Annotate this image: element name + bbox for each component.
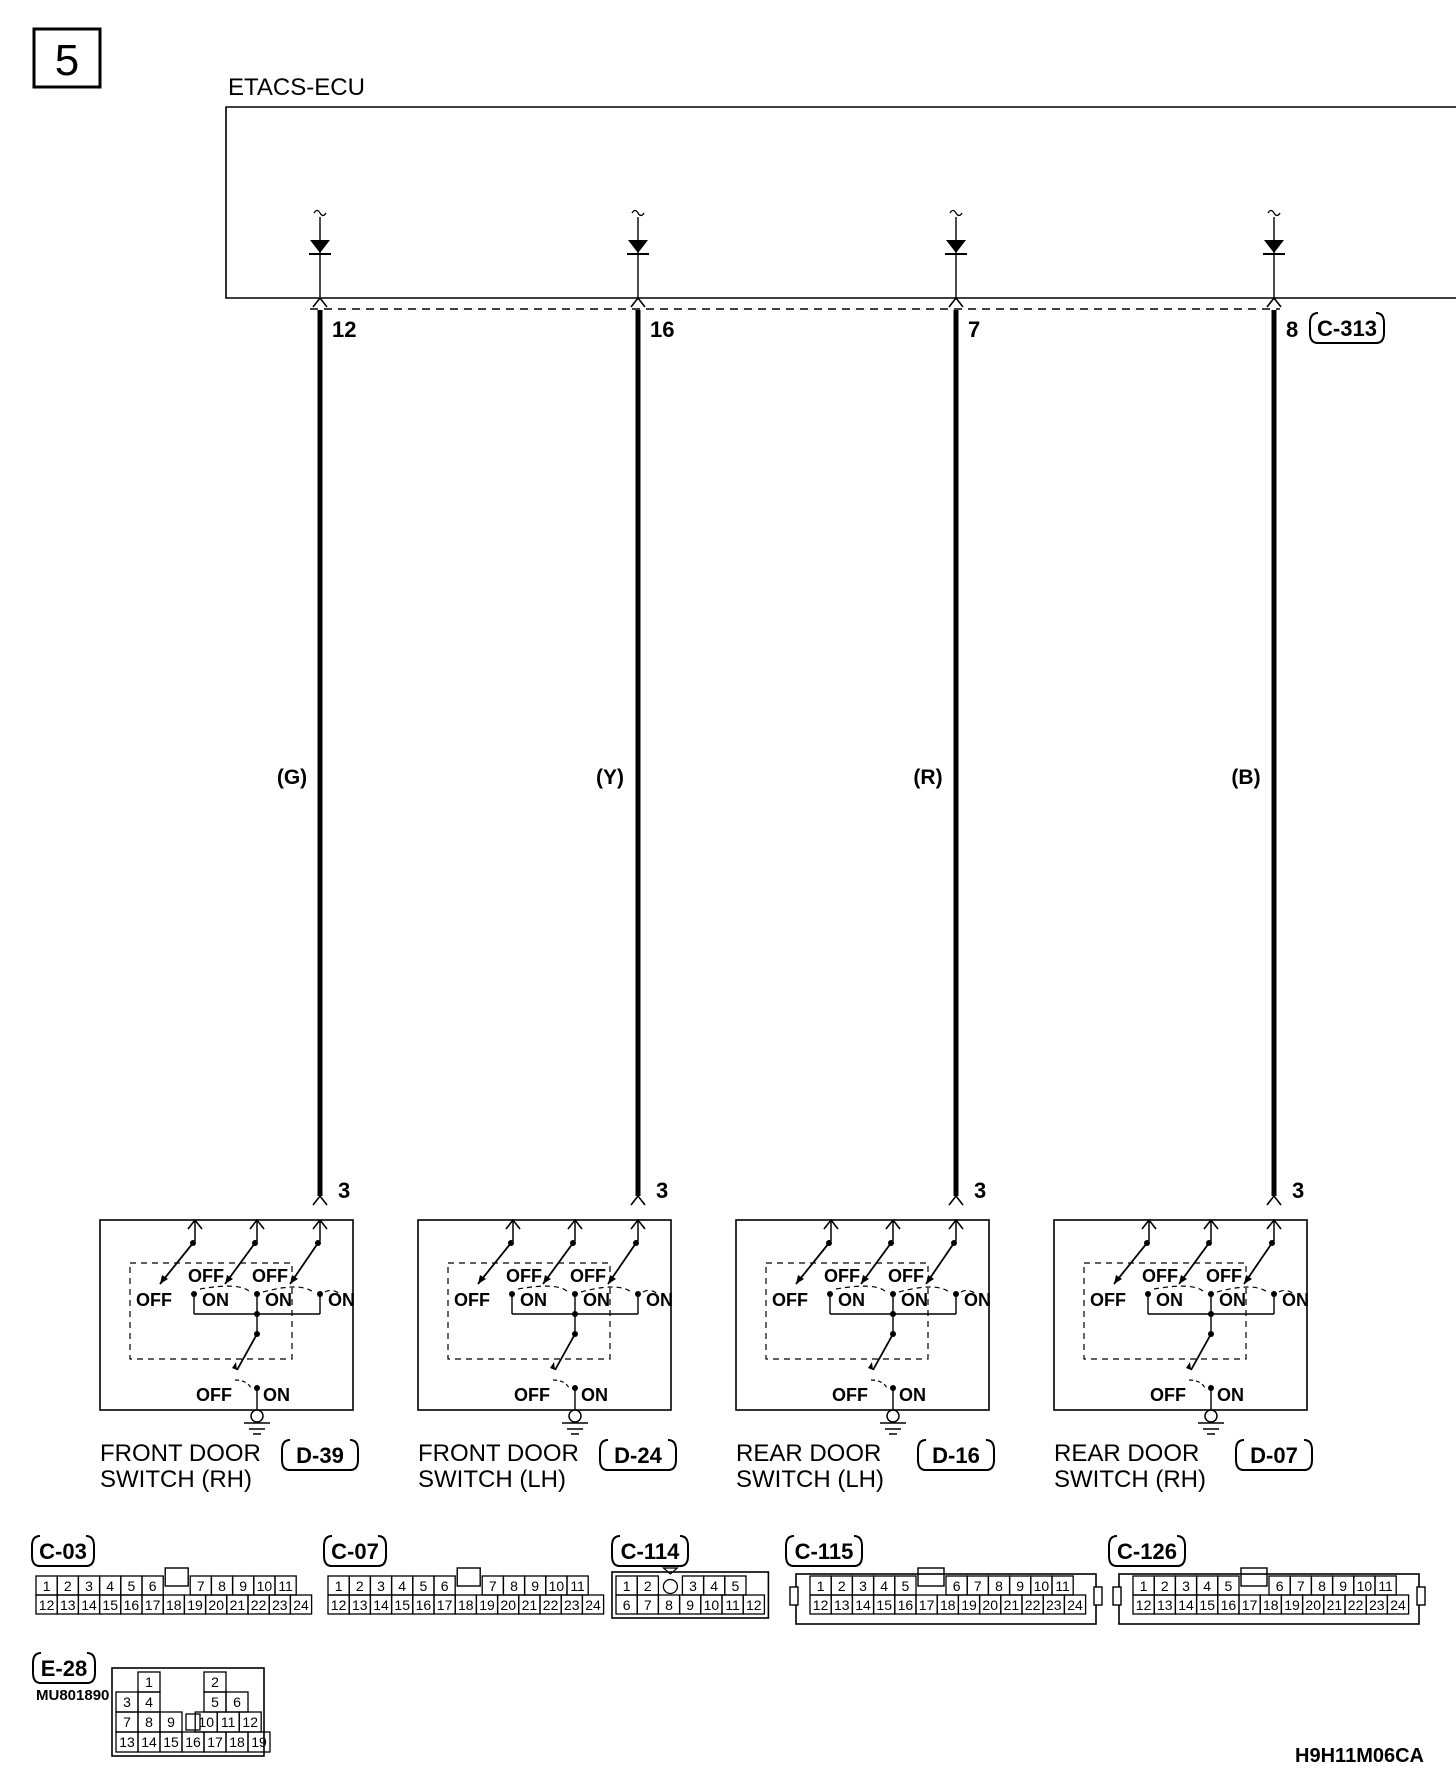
pin-number: 10 bbox=[703, 1597, 720, 1613]
off-label: OFF bbox=[832, 1385, 868, 1405]
switch-connector-label bbox=[918, 1440, 994, 1470]
on-label: ON bbox=[581, 1385, 608, 1405]
on-label: ON bbox=[265, 1290, 292, 1310]
connector-id: D-07 bbox=[1250, 1443, 1298, 1468]
pin-number: 12 bbox=[242, 1714, 258, 1730]
off-label: OFF bbox=[1142, 1266, 1178, 1286]
pin-number: 8 bbox=[145, 1714, 153, 1730]
pin-number: 4 bbox=[710, 1578, 719, 1594]
switch-name-line1: REAR DOOR bbox=[1054, 1440, 1200, 1467]
pin-number: 12 bbox=[330, 1597, 347, 1613]
on-label: ON bbox=[328, 1290, 355, 1310]
contact-tip bbox=[1179, 1275, 1187, 1284]
pin-number: 4 bbox=[398, 1578, 407, 1594]
connector-face-label bbox=[33, 1653, 95, 1683]
on-label: ON bbox=[583, 1290, 610, 1310]
wire-circuit bbox=[1231, 211, 1304, 1206]
pin-number: 17 bbox=[436, 1597, 453, 1613]
key-icon bbox=[918, 1568, 944, 1586]
pin-number: 3 bbox=[377, 1578, 385, 1594]
ground-icon bbox=[569, 1410, 581, 1422]
switch-pin-number: 3 bbox=[1292, 1178, 1305, 1203]
pin-number: 6 bbox=[622, 1597, 631, 1613]
switch-pin-number: 3 bbox=[974, 1178, 987, 1203]
figure-code: H9H11M06CA bbox=[1295, 1745, 1424, 1767]
pin-number: 12 bbox=[812, 1597, 829, 1613]
pin-number: 13 bbox=[352, 1597, 368, 1613]
pin-number: 2 bbox=[1160, 1578, 1169, 1594]
pin-number: 23 bbox=[272, 1597, 288, 1613]
pin-number: 5 bbox=[901, 1578, 910, 1594]
contact-tip bbox=[861, 1275, 869, 1284]
pin-number: 5 bbox=[211, 1694, 219, 1710]
pin-number: 19 bbox=[479, 1597, 495, 1613]
connector-face bbox=[612, 1536, 768, 1618]
contact-tip bbox=[290, 1275, 298, 1284]
pin-number: 9 bbox=[531, 1578, 540, 1594]
pin-number: 13 bbox=[834, 1597, 850, 1613]
pin-number: 13 bbox=[60, 1597, 76, 1613]
pin-number: 22 bbox=[542, 1597, 559, 1613]
on-label: ON bbox=[1217, 1385, 1244, 1405]
key-icon bbox=[457, 1568, 480, 1586]
pin-number: 7 bbox=[123, 1714, 131, 1730]
pin-number: 22 bbox=[250, 1597, 267, 1613]
pin-number: 8 bbox=[995, 1578, 1003, 1594]
contact-tip bbox=[543, 1275, 551, 1284]
pin-number: 2 bbox=[643, 1578, 652, 1594]
pin-number: 14 bbox=[81, 1597, 97, 1613]
on-label: ON bbox=[202, 1290, 229, 1310]
connector-id: C-07 bbox=[331, 1539, 379, 1564]
pin-number: 6 bbox=[148, 1578, 157, 1594]
switch-pin-number: 3 bbox=[338, 1178, 351, 1203]
on-label: ON bbox=[899, 1385, 926, 1405]
pin-number: 21 bbox=[521, 1597, 538, 1613]
junction-dot bbox=[254, 1311, 260, 1317]
off-label: OFF bbox=[570, 1266, 606, 1286]
diode-icon bbox=[628, 240, 648, 253]
pin-number: 15 bbox=[394, 1597, 410, 1613]
pin-number: 8 bbox=[218, 1578, 226, 1594]
pin-number: 3 bbox=[1182, 1578, 1190, 1594]
terminal-arrow-icon bbox=[313, 298, 327, 307]
contact-tip bbox=[1186, 1362, 1191, 1370]
pin-number: 7 bbox=[1296, 1578, 1305, 1594]
off-label: OFF bbox=[824, 1266, 860, 1286]
connector-face bbox=[786, 1536, 1102, 1624]
off-label: OFF bbox=[188, 1266, 224, 1286]
pin-number: 15 bbox=[1199, 1597, 1215, 1613]
pin-number: 19 bbox=[1284, 1597, 1300, 1613]
pin-number: 1 bbox=[145, 1674, 153, 1690]
pin-number: 19 bbox=[961, 1597, 977, 1613]
pin-number: 17 bbox=[207, 1734, 223, 1750]
connector-id: C-115 bbox=[794, 1539, 854, 1564]
pin-number: 9 bbox=[1016, 1578, 1025, 1594]
key-icon bbox=[1241, 1568, 1267, 1586]
door-switch bbox=[736, 1220, 994, 1493]
pin-number: 5 bbox=[127, 1578, 136, 1594]
pin-number: 1 bbox=[1139, 1578, 1148, 1594]
connector-face bbox=[32, 1536, 312, 1614]
connector-id: D-39 bbox=[296, 1443, 344, 1468]
switches-layer bbox=[100, 1220, 1312, 1493]
switch-connector-label bbox=[600, 1440, 676, 1470]
pin-number: 1 bbox=[622, 1578, 631, 1594]
ecu-pin-number: 12 bbox=[332, 317, 357, 342]
pin-number: 4 bbox=[106, 1578, 115, 1594]
switch-name-line1: REAR DOOR bbox=[736, 1440, 882, 1467]
key-icon bbox=[165, 1568, 188, 1586]
pin-number: 14 bbox=[855, 1597, 871, 1613]
pin-number: 24 bbox=[1390, 1597, 1406, 1613]
door-switch bbox=[418, 1220, 676, 1493]
off-label: OFF bbox=[1090, 1290, 1126, 1310]
connector-face-e28 bbox=[33, 1653, 270, 1756]
tilde-mark bbox=[1268, 211, 1280, 216]
contact-tip bbox=[225, 1275, 233, 1284]
pin-number: 9 bbox=[686, 1597, 695, 1613]
pin-number: 11 bbox=[278, 1578, 293, 1594]
diode-icon bbox=[310, 240, 330, 253]
pin-number: 10 bbox=[198, 1714, 214, 1730]
pin-number: 10 bbox=[548, 1578, 565, 1594]
pin-number: 19 bbox=[251, 1734, 267, 1750]
pin-number: 9 bbox=[167, 1714, 175, 1730]
connector-id: C-126 bbox=[1117, 1539, 1177, 1564]
pin-number: 17 bbox=[144, 1597, 161, 1613]
pin-number: 15 bbox=[163, 1734, 179, 1750]
pin-number: 10 bbox=[256, 1578, 273, 1594]
pin-number: 3 bbox=[689, 1578, 697, 1594]
diode-icon bbox=[1264, 240, 1284, 253]
pin-number: 11 bbox=[220, 1714, 236, 1730]
wire-circuit bbox=[277, 211, 357, 1206]
connector-id: C-03 bbox=[39, 1539, 87, 1564]
pin-number: 5 bbox=[1224, 1578, 1233, 1594]
ecu-label: ETACS-ECU bbox=[228, 74, 365, 101]
on-label: ON bbox=[263, 1385, 290, 1405]
on-label: ON bbox=[520, 1290, 547, 1310]
ecu-connector-label bbox=[1310, 313, 1384, 343]
pin-number: 18 bbox=[458, 1597, 474, 1613]
wires-layer bbox=[277, 211, 1384, 1206]
connector-face-label bbox=[324, 1536, 386, 1566]
terminal-arrow-icon bbox=[1267, 1196, 1281, 1205]
connector-id: C-313 bbox=[1317, 316, 1377, 341]
pin-number: 14 bbox=[1178, 1597, 1194, 1613]
pin-number: 9 bbox=[1339, 1578, 1348, 1594]
contact-tip bbox=[232, 1362, 237, 1370]
part-number: MU801890 bbox=[36, 1687, 110, 1704]
pin-number: 21 bbox=[1003, 1597, 1020, 1613]
pin-number: 24 bbox=[1067, 1597, 1083, 1613]
pin-number: 12 bbox=[38, 1597, 55, 1613]
pin-number: 10 bbox=[1033, 1578, 1050, 1594]
off-label: OFF bbox=[514, 1385, 550, 1405]
pin-number: 20 bbox=[208, 1597, 224, 1613]
pin-number: 4 bbox=[880, 1578, 889, 1594]
connector-id: E-28 bbox=[40, 1656, 88, 1681]
pin-number: 18 bbox=[940, 1597, 956, 1613]
pin-number: 7 bbox=[643, 1597, 652, 1613]
ground-icon bbox=[251, 1410, 263, 1422]
terminal-arrow-icon bbox=[1267, 298, 1281, 307]
connectors-layer bbox=[32, 1536, 1425, 1756]
wire-circuit bbox=[913, 211, 986, 1206]
pin-number: 3 bbox=[123, 1694, 131, 1710]
pin-number: 15 bbox=[876, 1597, 892, 1613]
connector-face-label bbox=[612, 1536, 688, 1566]
pin-number: 2 bbox=[211, 1674, 219, 1690]
pin-number: 6 bbox=[440, 1578, 449, 1594]
pin-number: 11 bbox=[570, 1578, 585, 1594]
pin-number: 9 bbox=[239, 1578, 248, 1594]
off-label: OFF bbox=[888, 1266, 924, 1286]
pin-number: 22 bbox=[1024, 1597, 1041, 1613]
on-label: ON bbox=[1282, 1290, 1309, 1310]
connector-face-label bbox=[1109, 1536, 1185, 1566]
pin-number: 4 bbox=[145, 1694, 153, 1710]
pin-number: 3 bbox=[85, 1578, 93, 1594]
connector-face-label bbox=[786, 1536, 862, 1566]
junction-dot bbox=[1208, 1311, 1214, 1317]
pin-number: 7 bbox=[196, 1578, 205, 1594]
off-label: OFF bbox=[136, 1290, 172, 1310]
pin-number: 16 bbox=[1220, 1597, 1237, 1613]
pin-number: 7 bbox=[973, 1578, 982, 1594]
wire-color-code: (R) bbox=[913, 766, 943, 789]
terminal-arrow-icon bbox=[949, 298, 963, 307]
wire-color-code: (Y) bbox=[596, 766, 624, 789]
ground-icon bbox=[1205, 1410, 1217, 1422]
pin-number: 13 bbox=[1157, 1597, 1173, 1613]
pin-number: 1 bbox=[816, 1578, 825, 1594]
wire-color-code: (G) bbox=[276, 766, 308, 789]
pin-number: 18 bbox=[166, 1597, 182, 1613]
switch-pin-number: 3 bbox=[656, 1178, 669, 1203]
pin-number: 1 bbox=[334, 1578, 343, 1594]
contact-tip bbox=[550, 1362, 555, 1370]
connector-id: D-16 bbox=[932, 1443, 980, 1468]
on-label: ON bbox=[1156, 1290, 1183, 1310]
pin-number: 18 bbox=[1263, 1597, 1279, 1613]
pin-number: 12 bbox=[746, 1597, 762, 1613]
connector-face-label bbox=[32, 1536, 94, 1566]
switch-name-line2: SWITCH (LH) bbox=[418, 1466, 566, 1493]
pin-number: 11 bbox=[725, 1597, 740, 1613]
pin-number: 8 bbox=[1318, 1578, 1326, 1594]
wire-color-code: (B) bbox=[1231, 766, 1261, 789]
pin-number: 24 bbox=[585, 1597, 601, 1613]
pin-number: 2 bbox=[63, 1578, 72, 1594]
wire-circuit bbox=[596, 211, 674, 1206]
pin-number: 23 bbox=[564, 1597, 580, 1613]
tilde-mark bbox=[950, 211, 962, 216]
pin-number: 1 bbox=[42, 1578, 51, 1594]
terminal-arrow-icon bbox=[313, 1196, 327, 1205]
key-icon bbox=[663, 1580, 677, 1594]
tilde-mark bbox=[314, 211, 326, 216]
pin-number: 15 bbox=[102, 1597, 118, 1613]
pin-number: 20 bbox=[500, 1597, 516, 1613]
switch-connector-label bbox=[282, 1440, 358, 1470]
etacs-ecu bbox=[226, 74, 1456, 309]
ground-icon bbox=[887, 1410, 899, 1422]
pin-number: 16 bbox=[185, 1734, 201, 1750]
pin-number: 17 bbox=[918, 1597, 935, 1613]
pin-number: 11 bbox=[1378, 1578, 1393, 1594]
switch-connector-label bbox=[1236, 1440, 1312, 1470]
switch-name-line1: FRONT DOOR bbox=[418, 1440, 579, 1467]
switch-name-line2: SWITCH (RH) bbox=[1054, 1466, 1206, 1493]
pin-number: 3 bbox=[859, 1578, 867, 1594]
pin-number: 6 bbox=[233, 1694, 241, 1710]
terminal-arrow-icon bbox=[631, 1196, 645, 1205]
pin-number: 8 bbox=[510, 1578, 518, 1594]
connector-id: D-24 bbox=[614, 1443, 662, 1468]
pin-number: 23 bbox=[1369, 1597, 1385, 1613]
pin-number: 6 bbox=[1275, 1578, 1284, 1594]
diode-icon bbox=[946, 240, 966, 253]
pin-number: 12 bbox=[1135, 1597, 1152, 1613]
switch-name-line1: FRONT DOOR bbox=[100, 1440, 261, 1467]
contact-tip bbox=[868, 1362, 873, 1370]
pin-number: 8 bbox=[665, 1597, 673, 1613]
pin-number: 5 bbox=[419, 1578, 428, 1594]
tilde-mark bbox=[632, 211, 644, 216]
contact-tip bbox=[608, 1275, 616, 1284]
terminal-arrow-icon bbox=[949, 1196, 963, 1205]
pin-number: 14 bbox=[373, 1597, 389, 1613]
page-number: 5 bbox=[54, 36, 80, 85]
switch-name-line2: SWITCH (LH) bbox=[736, 1466, 884, 1493]
on-label: ON bbox=[646, 1290, 673, 1310]
pin-number: 22 bbox=[1347, 1597, 1364, 1613]
on-label: ON bbox=[964, 1290, 991, 1310]
contact-tip bbox=[1244, 1275, 1252, 1284]
pin-number: 20 bbox=[1305, 1597, 1321, 1613]
pin-number: 23 bbox=[1046, 1597, 1062, 1613]
off-label: OFF bbox=[252, 1266, 288, 1286]
off-label: OFF bbox=[454, 1290, 490, 1310]
on-label: ON bbox=[901, 1290, 928, 1310]
connector-face bbox=[1109, 1536, 1425, 1624]
pin-number: 19 bbox=[187, 1597, 203, 1613]
pin-number: 16 bbox=[123, 1597, 140, 1613]
terminal-arrow-icon bbox=[631, 298, 645, 307]
connector-face bbox=[324, 1536, 604, 1614]
page-number-box bbox=[34, 29, 100, 87]
on-label: ON bbox=[1219, 1290, 1246, 1310]
pin-number: 2 bbox=[837, 1578, 846, 1594]
pin-number: 16 bbox=[897, 1597, 914, 1613]
pin-number: 17 bbox=[1241, 1597, 1258, 1613]
contact-tip bbox=[926, 1275, 934, 1284]
door-switch bbox=[1054, 1220, 1312, 1493]
pin-number: 4 bbox=[1203, 1578, 1212, 1594]
junction-dot bbox=[572, 1311, 578, 1317]
pin-number: 14 bbox=[141, 1734, 157, 1750]
off-label: OFF bbox=[1150, 1385, 1186, 1405]
pin-number: 21 bbox=[229, 1597, 246, 1613]
pin-number: 10 bbox=[1356, 1578, 1373, 1594]
pin-number: 2 bbox=[355, 1578, 364, 1594]
pin-number: 13 bbox=[119, 1734, 135, 1750]
pin-number: 6 bbox=[952, 1578, 961, 1594]
off-label: OFF bbox=[506, 1266, 542, 1286]
ecu-pin-number: 16 bbox=[650, 317, 675, 342]
pin-number: 18 bbox=[229, 1734, 245, 1750]
pin-number: 16 bbox=[415, 1597, 432, 1613]
off-label: OFF bbox=[772, 1290, 808, 1310]
pin-number: 21 bbox=[1326, 1597, 1343, 1613]
pin-number: 7 bbox=[488, 1578, 497, 1594]
pin-number: 5 bbox=[731, 1578, 740, 1594]
switch-name-line2: SWITCH (RH) bbox=[100, 1466, 252, 1493]
ecu-pin-number: 8 bbox=[1286, 317, 1299, 342]
pin-number: 24 bbox=[293, 1597, 309, 1613]
off-label: OFF bbox=[196, 1385, 232, 1405]
door-switch bbox=[100, 1220, 358, 1493]
ecu-pin-number: 7 bbox=[968, 317, 981, 342]
junction-dot bbox=[890, 1311, 896, 1317]
connector-id: C-114 bbox=[620, 1539, 680, 1564]
pin-number: 11 bbox=[1055, 1578, 1070, 1594]
on-label: ON bbox=[838, 1290, 865, 1310]
pin-number: 20 bbox=[982, 1597, 998, 1613]
off-label: OFF bbox=[1206, 1266, 1242, 1286]
